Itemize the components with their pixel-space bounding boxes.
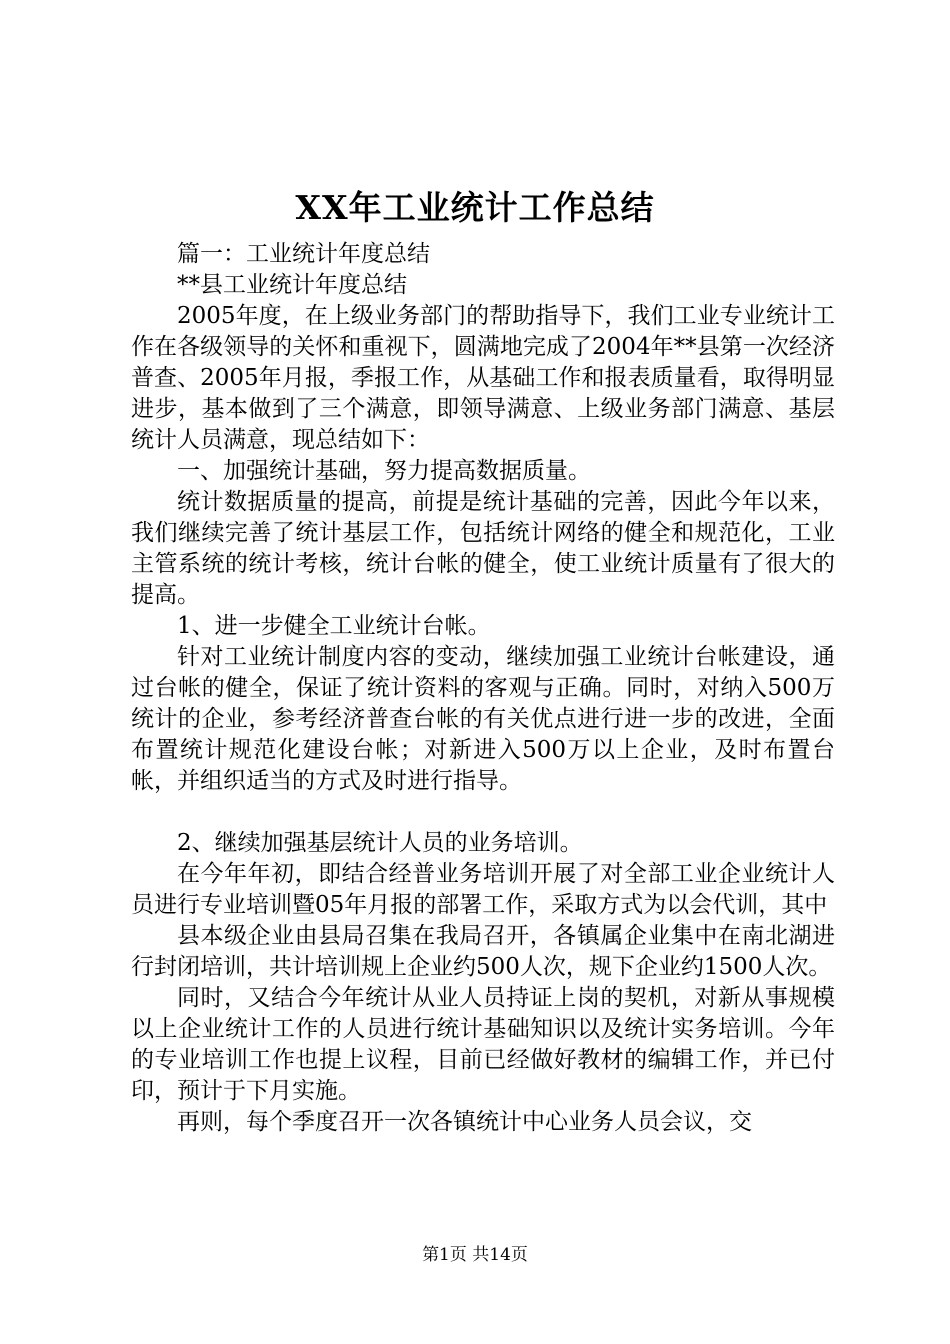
document-title: XX年工业统计工作总结 — [295, 188, 655, 227]
paragraph-subheading-2: 2、继续加强基层统计人员的业务培训。 — [177, 830, 583, 856]
paragraph-intro: 2005年度，在上级业务部门的帮助指导下，我们工业专业统计工作在各级领导的关怀和重视下，圆满地完成了2004年**县第一次经济普查、2005年月报，季报工作，从基础工作和报表质量看，取得明显进步，基本做到了三个满意，即领导满意、上级业务部门满意、基层统计人员满意，现总结如下： — [131, 303, 835, 453]
paragraph-subtitle: **县工业统计年度总结 — [177, 272, 407, 298]
paragraph-subheading-1: 1、进一步健全工业统计台帐。 — [177, 613, 491, 639]
paragraph-heading-1: 一、加强统计基础，努力提高数据质量。 — [177, 458, 591, 484]
paragraph-text: 再则，每个季度召开一次各镇统计中心业务人员会议，交 — [177, 1109, 752, 1135]
paragraph-text: 针对工业统计制度内容的变动，继续加强工业统计台帐建设，通过台帐的健全，保证了统计资料的客观与正确。同时，对纳入500万统计的企业，参考经济普查台帐的有关优点进行进一步的改进，全面布置统计规范化建设台帐；对新进入500万以上企业，及时布置台帐，并组织适当的方式及时进行指导。 — [131, 644, 835, 794]
paragraph-text: 在今年年初，即结合经普业务培训开展了对全部工业企业统计人员进行专业培训暨05年月报的部署工作，采取方式为以会代训，其中 — [131, 861, 835, 918]
page-number-footer: 第1页 共14页 — [422, 1245, 528, 1265]
paragraph-text: 统计数据质量的提高，前提是统计基础的完善，因此今年以来，我们继续完善了统计基层工作，包括统计网络的健全和规范化，工业主管系统的统计考核，统计台帐的健全，使工业统计质量有了很大的提高。 — [131, 489, 835, 608]
paragraph-text: 同时，又结合今年统计从业人员持证上岗的契机，对新从事规模以上企业统计工作的人员进行统计基础知识以及统计实务培训。今年的专业培训工作也提上议程，目前已经做好教材的编辑工作，并已付印，预计于下月实施。 — [131, 985, 835, 1104]
paragraph-section-heading: 篇一：工业统计年度总结 — [177, 241, 430, 267]
paragraph-text: 县本级企业由县局召集在我局召开，各镇属企业集中在南北湖进行封闭培训，共计培训规上企业约500人次，规下企业约1500人次。 — [131, 923, 835, 980]
document-body — [131, 239, 835, 1138]
